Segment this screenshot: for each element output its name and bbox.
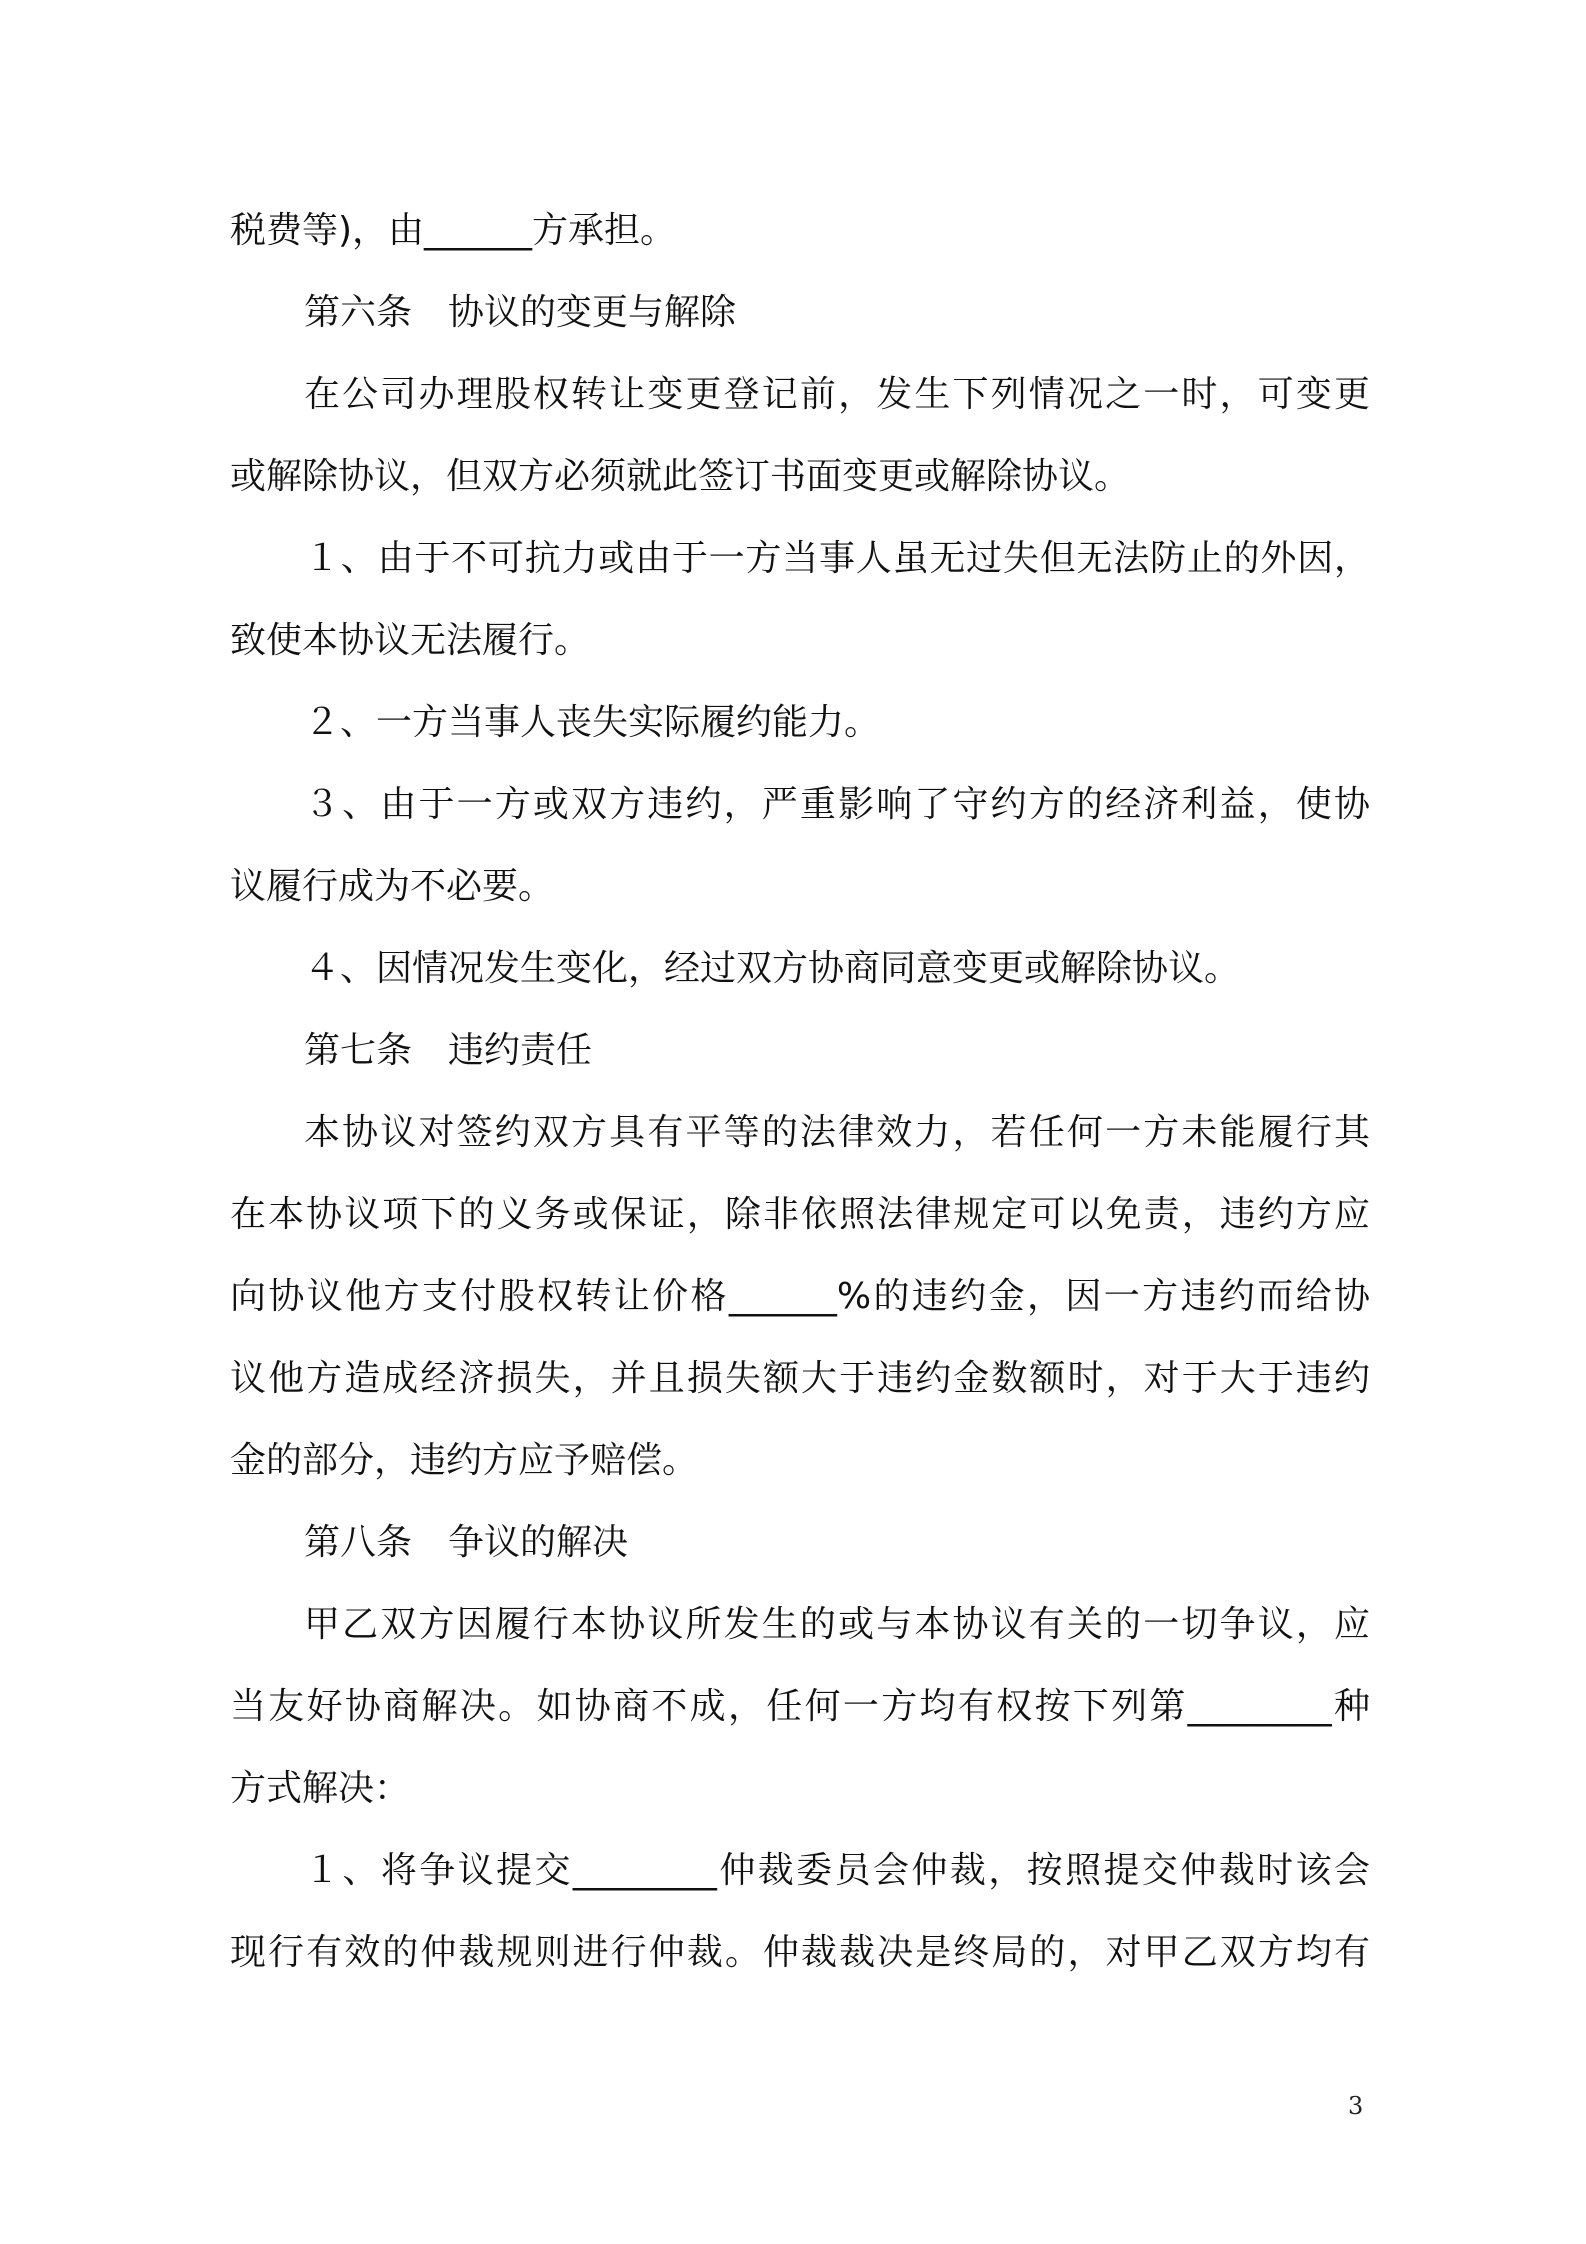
list-item-line: ２、一方当事人丧失实际履约能力。: [304, 702, 881, 743]
list-item-line: ３、由于一方或双方违约，严重影响了守约方的经济利益，使协: [304, 784, 1370, 825]
paragraph-line: 当友好协商解决。如协商不成，任何一方均有权按下列第________种: [230, 1686, 1370, 1727]
list-item-line: ４、因情况发生变化，经过双方协商同意变更或解除协议。: [304, 948, 1241, 989]
text-line: 税费等)，由______方承担。: [230, 210, 677, 251]
document-body: [230, 190, 1370, 1994]
article-heading-8: 第八条 争议的解决: [304, 1522, 629, 1563]
article-heading-6: 第六条 协议的变更与解除: [304, 292, 737, 333]
paragraph-line: 向协议他方支付股权转让价格______%的违约金，因一方违约而给协: [230, 1276, 1370, 1317]
paragraph-line: 或解除协议，但双方必须就此签订书面变更或解除协议。: [230, 456, 1131, 497]
article-heading-7: 第七条 违约责任: [304, 1030, 593, 1071]
paragraph-line: 甲乙双方因履行本协议所发生的或与本协议有关的一切争议，应: [304, 1604, 1370, 1645]
page-number: 3: [1348, 2092, 1364, 2120]
paragraph-line: 议他方造成经济损失，并且损失额大于违约金数额时，对于大于违约: [230, 1358, 1370, 1399]
list-item-line: １、由于不可抗力或由于一方当事人虽无过失但无法防止的外因，: [304, 538, 1370, 579]
list-item-line: 现行有效的仲裁规则进行仲裁。仲裁裁决是终局的，对甲乙双方均有: [230, 1932, 1370, 1973]
paragraph-line: 金的部分，违约方应予赔偿。: [230, 1440, 699, 1481]
paragraph-line: 方式解决：: [230, 1768, 411, 1809]
paragraph-line: 本协议对签约双方具有平等的法律效力，若任何一方未能履行其: [304, 1112, 1370, 1153]
list-item-line: 致使本协议无法履行。: [230, 620, 591, 661]
paragraph-line: 在本协议项下的义务或保证，除非依照法律规定可以免责，违约方应: [230, 1194, 1370, 1235]
paragraph-line: 在公司办理股权转让变更登记前，发生下列情况之一时，可变更: [304, 374, 1370, 415]
list-item-line: １、将争议提交________仲裁委员会仲裁，按照提交仲裁时该会: [304, 1850, 1370, 1891]
list-item-line: 议履行成为不必要。: [230, 866, 555, 907]
